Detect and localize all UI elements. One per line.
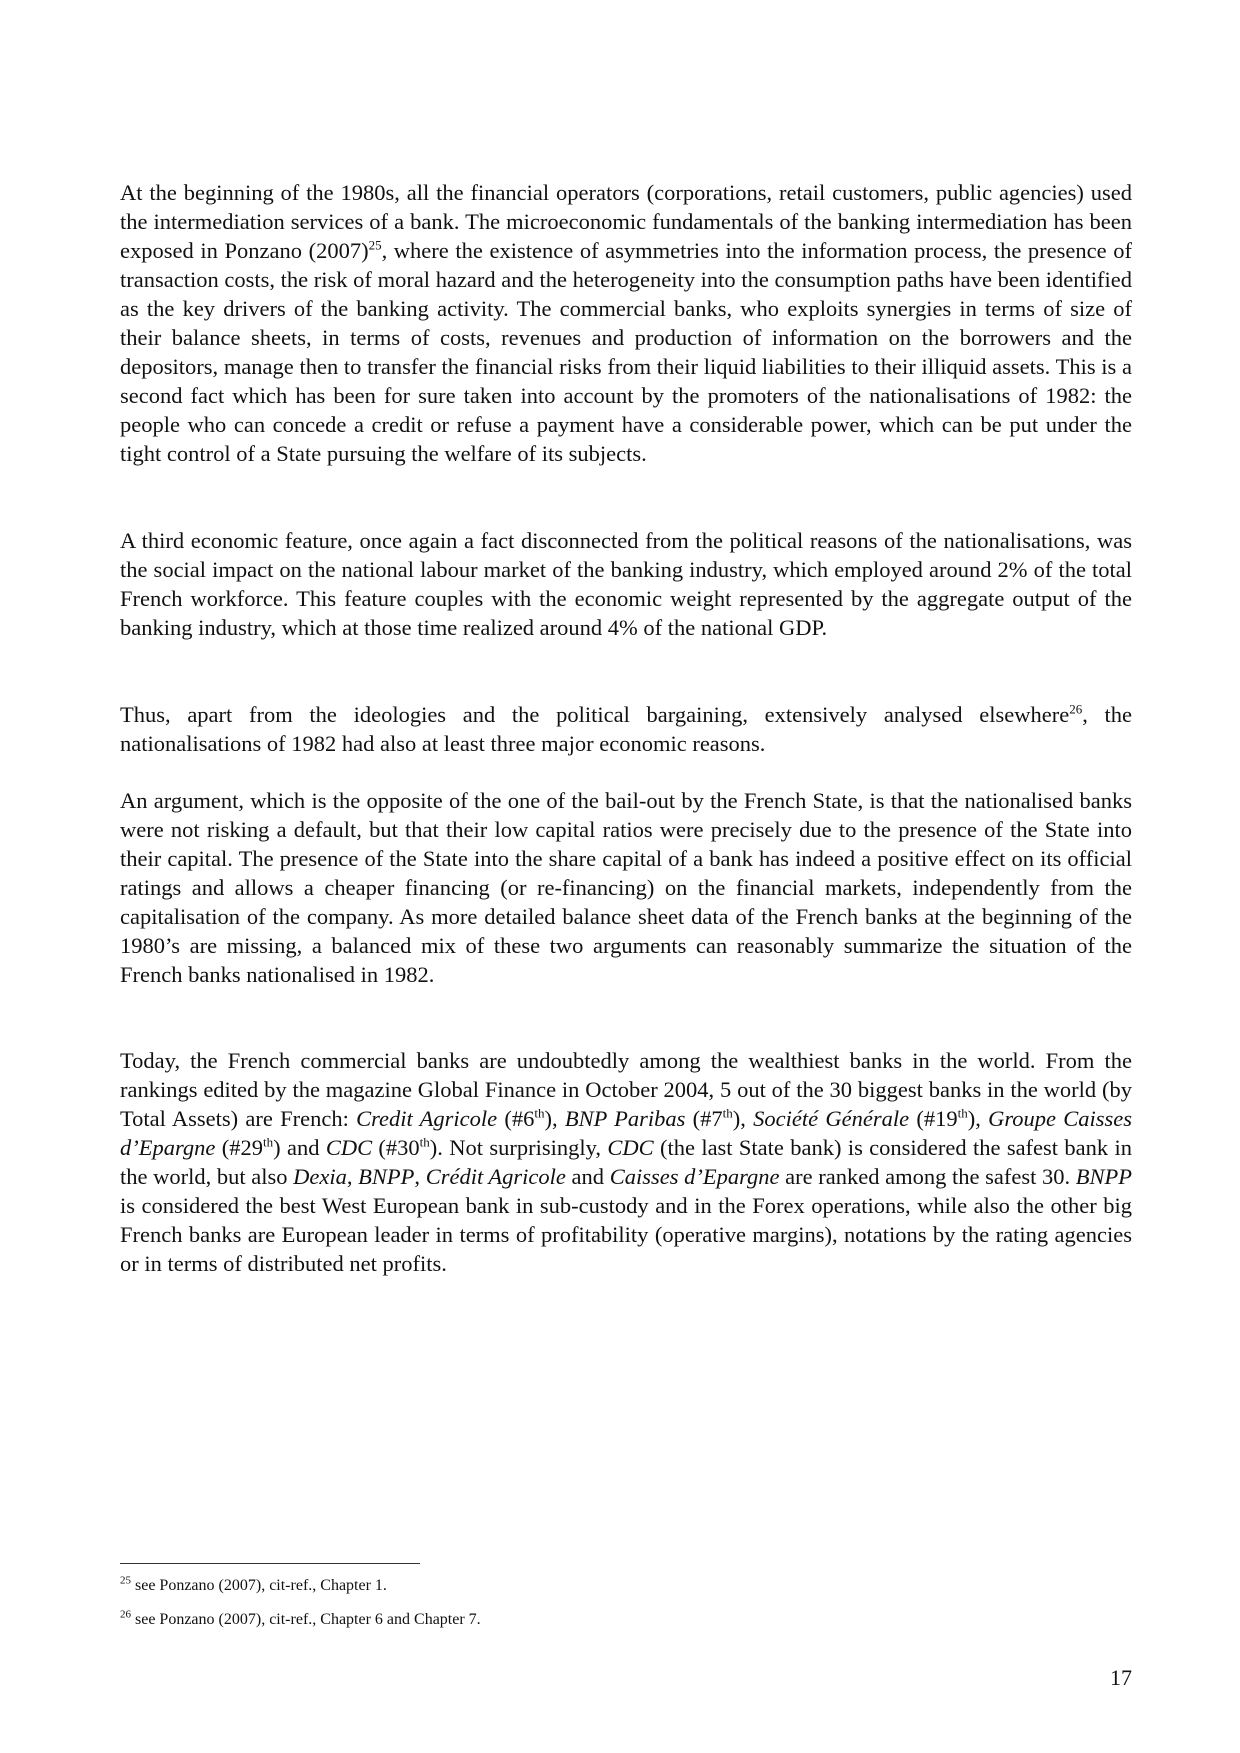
paragraph-5-text: (the last State bank) is considered the safest bank in the world, but also	[120, 1135, 1132, 1189]
bank-name-caisses-d-epargne: Caisses d’Epargne	[609, 1164, 780, 1189]
footnote-25	[120, 1576, 387, 1596]
paragraph-5-text: and	[565, 1164, 610, 1189]
paragraph-5-text: ),	[967, 1106, 989, 1131]
ordinal-suffix: th	[534, 1105, 545, 1121]
footnote-ref-25[interactable]: 25	[368, 237, 382, 253]
paragraph-5-text: Today, the French commercial banks are undoubtedly among the wealthiest banks in the world. From the rankings edited by the magazine Global Finance in October 2004, 5 out of the 30 biggest banks in the world (by Total Assets) are French:	[120, 1048, 1132, 1131]
footnote-26	[120, 1610, 481, 1630]
bank-name-bnp-paribas: BNP Paribas	[564, 1106, 686, 1131]
page-number: 17	[1110, 1665, 1132, 1690]
bank-name-dexia: Dexia	[293, 1164, 347, 1189]
footnote-number: 26	[120, 1608, 131, 1621]
footnote-text: see Ponzano (2007), cit-ref., Chapter 1.	[131, 1577, 387, 1594]
paragraph-3-text-b: , the nationalisations of 1982 had also at least three major economic reasons.	[120, 702, 1132, 756]
paragraph-4-text: An argument, which is the opposite of the one of the bail-out by the French State, is that the nationalised banks were not risking a default, but that their low capital ratios were precisely due to the presence of the State into their capital. The presence of the State into the share capital of a bank has indeed a positive effect on its official ratings and allows a cheaper financing (or re-financing) on the financial markets, independently from the capitalisation of the company. As more detailed balance sheet data of the French banks at the beginning of the 1980’s are missing, a balanced mix of these two arguments can reasonably summarize the situation of the French banks nationalised in 1982.	[120, 788, 1132, 987]
bank-name-groupe-caisses-d-epargne: Groupe Caisses d’Epargne	[120, 1106, 1133, 1160]
bank-name-credit-agricole: Credit Agricole	[356, 1106, 498, 1131]
paragraph-5-text: (#29	[215, 1135, 263, 1160]
paragraph-2-text: A third economic feature, once again a fact disconnected from the political reasons of the nationalisations, was the social impact on the national labour market of the banking industry, which employed around 2% of the total French workforce. This feature couples with the economic weight represented by the aggregate output of the banking industry, which at those time realized around 4% of the national GDP.	[120, 528, 1132, 640]
paragraph-1-text-a: At the beginning of the 1980s, all the financial operators (corporations, retail customers, public agencies) used the intermediation services of a bank. The microeconomic fundamentals of the banking intermediation has been exposed in Ponzano (2007)	[120, 180, 1132, 263]
footnote-number: 25	[120, 1574, 131, 1587]
bank-name-bnpp: BNPP	[1075, 1164, 1132, 1189]
paragraph-5-text: ,	[414, 1164, 426, 1189]
bank-name-cdc: CDC	[607, 1135, 654, 1160]
paragraph-1-text-b: , where the existence of asymmetries into the information process, the presence of transaction costs, the risk of moral hazard and the heterogeneity into the consumption paths have been identified as the key drivers of the banking activity. The commercial banks, who exploits synergies in terms of size of their balance sheets, in terms of costs, revenues and production of information on the borrowers and the depositors, manage then to transfer the financial risks from their liquid liabilities to their illiquid assets. This is a second fact which has been for sure taken into account by the promoters of the nationalisations of 1982: the people who can concede a credit or refuse a payment have a considerable power, which can be put under the tight control of a State pursuing the welfare of its subjects.	[120, 238, 1132, 466]
paragraph-5-text: ). Not surprisingly,	[429, 1135, 608, 1160]
paragraph-5-text: is considered the best West European bank in sub-custody and in the Forex operations, while also the other big French banks are European leader in terms of profitability (operative margins), notations by the rating agencies or in terms of distributed net profits.	[120, 1193, 1132, 1276]
bank-name-cdc: CDC	[325, 1135, 373, 1160]
ordinal-suffix: th	[263, 1134, 274, 1150]
paragraph-5-text: ),	[544, 1106, 565, 1131]
paragraph-5-text: (#6	[497, 1106, 535, 1131]
footnote-separator	[120, 1563, 420, 1564]
paragraph-5-text: ,	[346, 1164, 359, 1189]
ordinal-suffix: th	[722, 1105, 733, 1121]
footnote-text: see Ponzano (2007), cit-ref., Chapter 6 and Chapter 7.	[131, 1611, 481, 1628]
paragraph-5	[120, 1046, 1132, 1278]
paragraph-4	[120, 786, 1132, 989]
bank-name-societe-generale: Société Générale	[753, 1106, 910, 1131]
bank-name-credit-agricole: Crédit Agricole	[425, 1164, 566, 1189]
paragraph-5-text: ) and	[273, 1135, 326, 1160]
paragraph-5-text: (#30	[372, 1135, 420, 1160]
bank-name-bnpp: BNPP	[358, 1164, 415, 1189]
paragraph-1	[120, 178, 1132, 468]
paragraph-5-text: ),	[732, 1106, 754, 1131]
footnote-ref-26[interactable]: 26	[1069, 701, 1083, 717]
paragraph-5-text: (#7	[685, 1106, 723, 1131]
paragraph-5-text: are ranked among the safest 30.	[779, 1164, 1076, 1189]
ordinal-suffix: th	[957, 1105, 968, 1121]
paragraph-3	[120, 700, 1132, 758]
ordinal-suffix: th	[419, 1134, 430, 1150]
paragraph-2	[120, 526, 1132, 642]
paragraph-5-text: (#19	[909, 1106, 958, 1131]
paragraph-3-text-a: Thus, apart from the ideologies and the political bargaining, extensively analysed elsewhere	[120, 702, 1070, 727]
